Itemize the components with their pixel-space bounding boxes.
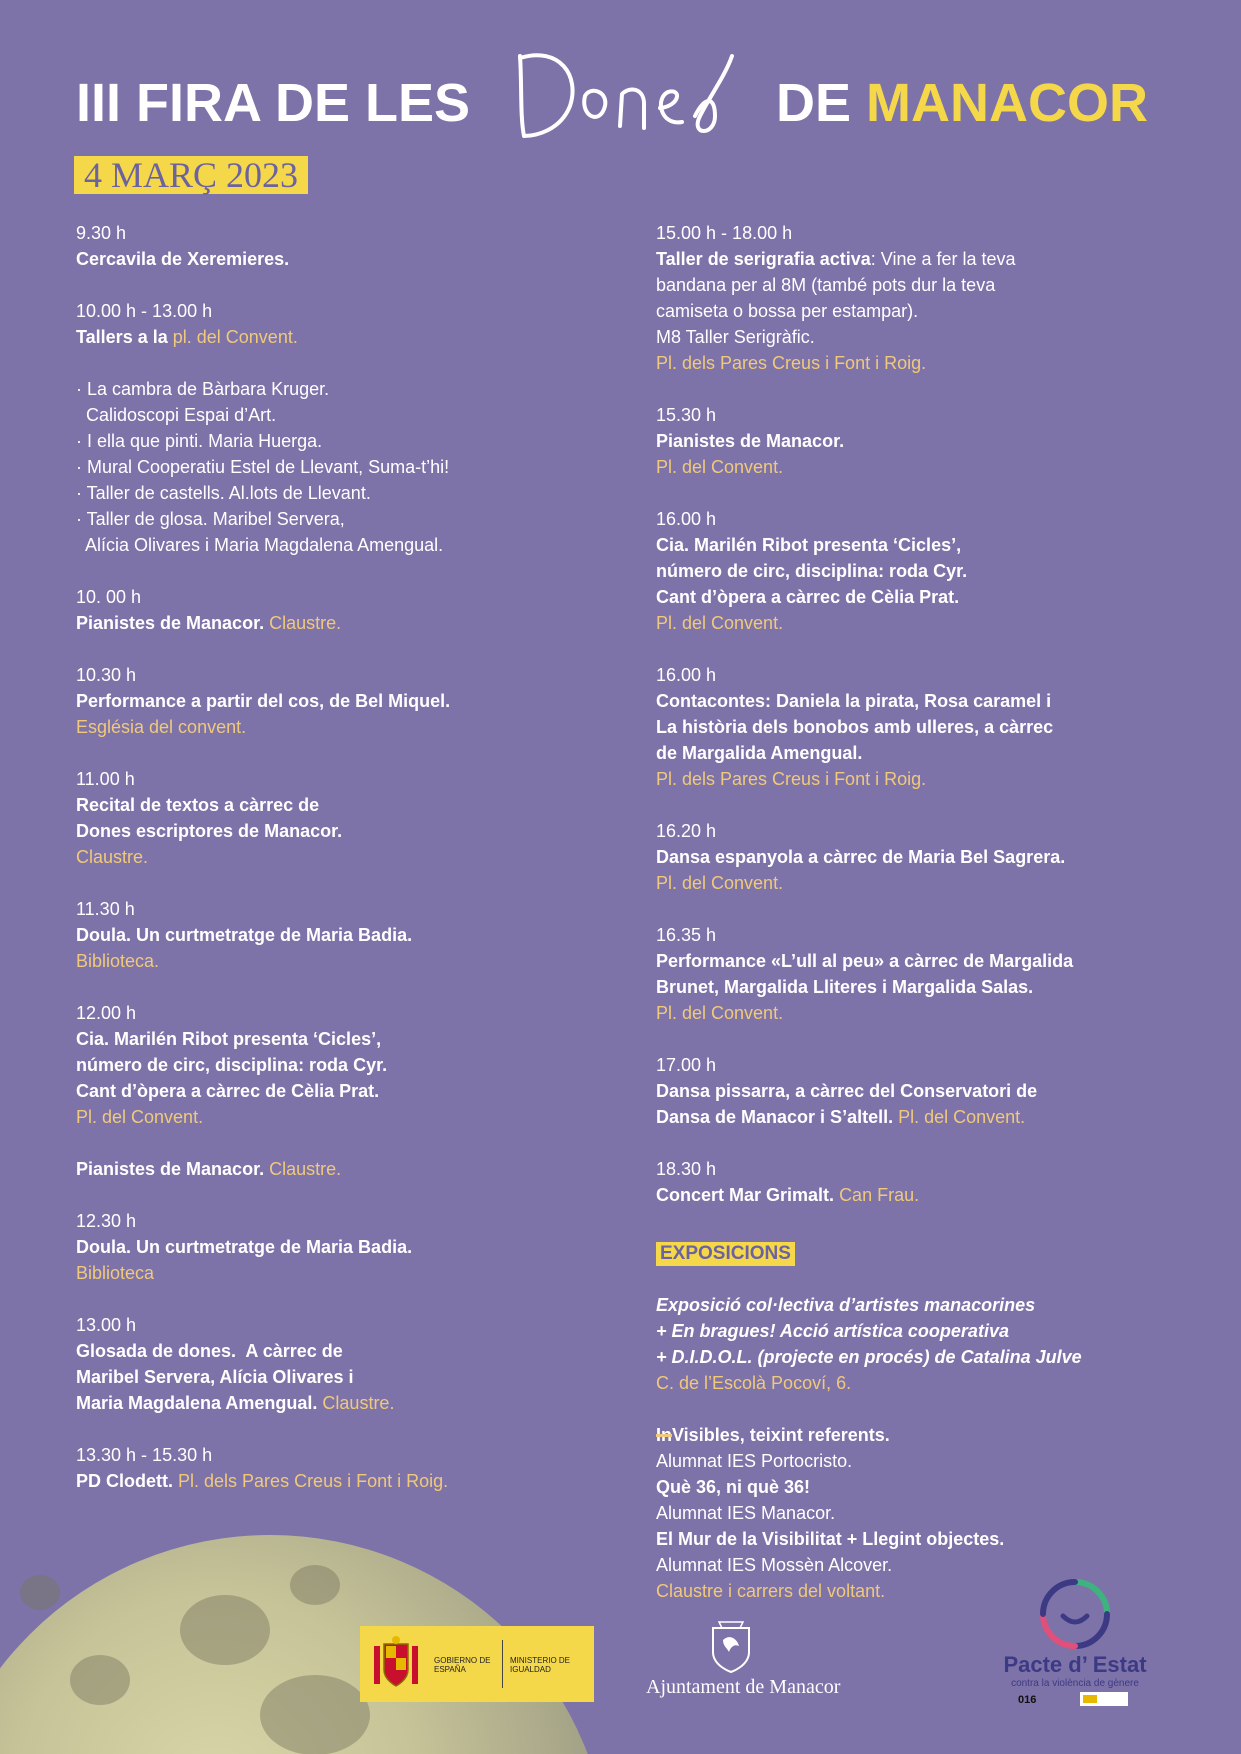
- event-concert: [656, 1156, 1156, 1208]
- event-title: Doula. Un curtmetratge de Maria Badia.: [76, 1237, 413, 1257]
- event-cicles-1: [76, 1000, 636, 1130]
- event-title-line: [656, 1104, 1156, 1130]
- event-title: Concert Mar Grimalt.: [656, 1185, 835, 1205]
- event-xeremieres: [76, 220, 636, 272]
- event-time: 16.00 h: [656, 509, 717, 529]
- event-doula-1: [76, 896, 636, 974]
- list-item: · Taller de castells. Al.lots de Llevant.: [76, 483, 371, 503]
- expo-location: C. de l’Escolà Pocoví, 6.: [656, 1373, 852, 1393]
- event-title: Dones escriptores de Manacor.: [76, 821, 343, 841]
- event-location: Església del convent.: [76, 717, 247, 737]
- event-title: Taller de serigrafia activa: [656, 249, 871, 269]
- moon-crater: [180, 1595, 270, 1665]
- title-de: DE: [776, 73, 852, 133]
- list-item: Calidoscopi Espai d’Art.: [76, 405, 277, 425]
- event-title-line: [76, 1468, 636, 1494]
- event-time: 10.00 h - 13.00 h: [76, 301, 213, 321]
- event-time: 10.30 h: [76, 665, 137, 685]
- event-time: 18.30 h: [656, 1159, 717, 1179]
- expo-title-line: [656, 1422, 1156, 1448]
- left-column: [76, 220, 636, 1520]
- event-title-line: [76, 610, 636, 636]
- event-title: Dansa de Manacor i S’altell.: [656, 1107, 894, 1127]
- event-title-line: [656, 246, 1156, 272]
- event-description: camiseta o bossa per estampar).: [656, 301, 919, 321]
- event-recital: [76, 766, 636, 870]
- event-title: Brunet, Margalida Lliteres i Margalida Salas.: [656, 977, 1034, 997]
- pacte-ring-icon: [1035, 1574, 1115, 1654]
- event-location: Claustre.: [76, 847, 149, 867]
- event-time: 11.30 h: [76, 899, 135, 919]
- moon-crater: [70, 1655, 130, 1705]
- event-location: Biblioteca: [76, 1263, 155, 1283]
- event-location: Can Frau.: [839, 1185, 920, 1205]
- gobierno-mini-logo: [1080, 1692, 1128, 1706]
- event-description: : Vine a fer la teva: [870, 249, 1016, 269]
- expo-school: Alumnat IES Mossèn Alcover.: [656, 1555, 893, 1575]
- event-location: Pl. del Convent.: [656, 613, 784, 633]
- event-location: Claustre.: [269, 613, 342, 633]
- event-location: Pl. dels Pares Creus i Font i Roig.: [656, 769, 927, 789]
- event-time: 16.35 h: [656, 925, 717, 945]
- moon-crater: [20, 1575, 60, 1610]
- event-contacontes: [656, 662, 1156, 792]
- event-time: 16.00 h: [656, 665, 717, 685]
- mini-flag-icon: [1083, 1695, 1097, 1703]
- event-cicles-2: [656, 506, 1156, 636]
- event-title: número de circ, disciplina: roda Cyr.: [656, 561, 968, 581]
- ajuntament-crest-icon: [709, 1620, 753, 1676]
- event-title: Recital de textos a càrrec de: [76, 795, 320, 815]
- event-title: Maria Magdalena Amengual.: [76, 1393, 318, 1413]
- event-pianistes-1: [76, 584, 636, 636]
- event-title: de Margalida Amengual.: [656, 743, 863, 763]
- expo-title: Exposició col·lectiva d’artistes manacorines: [656, 1295, 1036, 1315]
- event-location: Pl. del Convent.: [656, 873, 784, 893]
- event-title: Performance a partir del cos, de Bel Miquel.: [76, 691, 451, 711]
- event-location: Pl. del Convent.: [656, 457, 784, 477]
- event-performance-cos: [76, 662, 636, 740]
- event-pianistes-2: [76, 1156, 636, 1182]
- event-title: Dansa pissarra, a càrrec del Conservatori de: [656, 1081, 1038, 1101]
- logo-divider: [502, 1640, 503, 1688]
- event-pianistes-3: [656, 402, 1156, 480]
- event-tallers: [76, 298, 636, 350]
- pacte-estat-logo: [1000, 1574, 1150, 1714]
- event-dansa-pissarra: [656, 1052, 1156, 1130]
- date-banner: 4 MARÇ 2023: [74, 156, 308, 194]
- coat-of-arms-icon: [372, 1636, 420, 1692]
- event-time: 11.00 h: [76, 769, 135, 789]
- expo-location: Claustre i carrers del voltant.: [656, 1581, 886, 1601]
- ajuntament-logo: [646, 1620, 841, 1710]
- event-title: Dansa espanyola a càrrec de Maria Bel Sagrera.: [656, 847, 1066, 867]
- event-title: Maribel Servera, Alícia Olivares i: [76, 1367, 354, 1387]
- event-dansa-espanyola: [656, 818, 1156, 896]
- event-title: Tallers a la: [76, 327, 168, 347]
- event-time: 13.00 h: [76, 1315, 137, 1335]
- event-title-line: [76, 1390, 636, 1416]
- expo-title: Visibles, teixint referents.: [672, 1425, 890, 1445]
- dones-script-title: [510, 36, 740, 156]
- expo-collectiva: [656, 1292, 1156, 1396]
- list-item: · Taller de glosa. Maribel Servera,: [76, 509, 345, 529]
- event-title-line: [76, 1156, 636, 1182]
- event-description: M8 Taller Serigràfic.: [656, 327, 815, 347]
- event-title: Glosada de dones. A càrrec de: [76, 1341, 343, 1361]
- event-time: 13.30 h - 15.30 h: [76, 1445, 213, 1465]
- event-time: 10. 00 h: [76, 587, 142, 607]
- event-location: Biblioteca.: [76, 951, 160, 971]
- list-item: · I ella que pinti. Maria Huerga.: [76, 431, 323, 451]
- phone-016: 016: [1018, 1694, 1037, 1706]
- ministerio-label: MINISTERIO DE IGUALDAD: [510, 1656, 571, 1674]
- event-time: 12.30 h: [76, 1211, 137, 1231]
- event-location: Pl. del Convent.: [898, 1107, 1026, 1127]
- event-time: 16.20 h: [656, 821, 717, 841]
- tallers-list: [76, 376, 636, 558]
- expo-school: Alumnat IES Manacor.: [656, 1503, 836, 1523]
- event-title: Pianistes de Manacor.: [76, 1159, 265, 1179]
- invisibles-prefix: In: [656, 1425, 672, 1445]
- event-title: Pianistes de Manacor.: [76, 613, 265, 633]
- event-location: Pl. dels Pares Creus i Font i Roig.: [178, 1471, 449, 1491]
- event-title: Cia. Marilén Ribot presenta ‘Cicles’,: [76, 1029, 382, 1049]
- exposicions-badge: EXPOSICIONS: [656, 1242, 795, 1266]
- list-item: Alícia Olivares i Maria Magdalena Amengual.: [76, 535, 444, 555]
- event-glosada: [76, 1312, 636, 1416]
- event-location: Pl. del Convent.: [76, 1107, 204, 1127]
- list-item: · Mural Cooperatiu Estel de Llevant, Suma-t’hi!: [76, 457, 450, 477]
- event-location: Claustre.: [322, 1393, 395, 1413]
- expo-title: + En bragues! Acció artística cooperativa: [656, 1321, 1009, 1341]
- event-title: Contacontes: Daniela la pirata, Rosa caramel i: [656, 691, 1052, 711]
- event-location: Pl. dels Pares Creus i Font i Roig.: [656, 353, 927, 373]
- event-doula-2: [76, 1208, 636, 1286]
- event-title-line: [76, 324, 636, 350]
- event-title: Cant d’òpera a càrrec de Cèlia Prat.: [656, 587, 960, 607]
- event-title: número de circ, disciplina: roda Cyr.: [76, 1055, 388, 1075]
- list-item: · La cambra de Bàrbara Kruger.: [76, 379, 330, 399]
- event-time: 12.00 h: [76, 1003, 137, 1023]
- event-performance-ull: [656, 922, 1156, 1026]
- expo-title: Què 36, ni què 36!: [656, 1477, 811, 1497]
- event-time: 17.00 h: [656, 1055, 717, 1075]
- pacte-subtitle: contra la violència de gènere: [1011, 1678, 1139, 1689]
- event-title: La història dels bonobos amb ulleres, a càrrec: [656, 717, 1054, 737]
- expo-title: + D.I.D.O.L. (projecte en procés) de Catalina Julve: [656, 1347, 1082, 1367]
- event-title: Cia. Marilén Ribot presenta ‘Cicles’,: [656, 535, 962, 555]
- event-pd-clodett: [76, 1442, 636, 1494]
- event-serigrafia: [656, 220, 1156, 376]
- event-time: 9.30 h: [76, 223, 127, 243]
- event-title-line: [656, 1182, 1156, 1208]
- gobierno-logo: [360, 1626, 594, 1702]
- expo-school: Alumnat IES Portocristo.: [656, 1451, 853, 1471]
- event-title: PD Clodett.: [76, 1471, 173, 1491]
- title-left: III FIRA DE LES: [76, 73, 471, 133]
- event-description: bandana per al 8M (també pots dur la teva: [656, 275, 996, 295]
- event-location: Claustre.: [269, 1159, 342, 1179]
- event-location: Pl. del Convent.: [656, 1003, 784, 1023]
- event-title: Performance «L’ull al peu» a càrrec de Margalida: [656, 951, 1074, 971]
- event-title: Cercavila de Xeremieres.: [76, 249, 290, 269]
- expo-title: El Mur de la Visibilitat + Llegint objectes.: [656, 1529, 1005, 1549]
- event-title: Cant d’òpera a càrrec de Cèlia Prat.: [76, 1081, 380, 1101]
- title-city: MANACOR: [866, 73, 1149, 133]
- gobierno-label: GOBIERNO DE ESPAÑA: [434, 1656, 491, 1674]
- event-title: Doula. Un curtmetratge de Maria Badia.: [76, 925, 413, 945]
- event-time: 15.00 h - 18.00 h: [656, 223, 793, 243]
- exposicions-section: [656, 1234, 1156, 1604]
- moon-crater: [260, 1675, 370, 1754]
- right-column: [656, 220, 1156, 1604]
- ajuntament-name: Ajuntament de Manacor: [646, 1676, 841, 1698]
- event-time: 15.30 h: [656, 405, 717, 425]
- event-location: pl. del Convent.: [172, 327, 298, 347]
- moon-crater: [290, 1565, 340, 1605]
- event-title: Pianistes de Manacor.: [656, 431, 845, 451]
- title-right: [776, 72, 1148, 134]
- pacte-name: Pacte d’ Estat: [1003, 1652, 1147, 1677]
